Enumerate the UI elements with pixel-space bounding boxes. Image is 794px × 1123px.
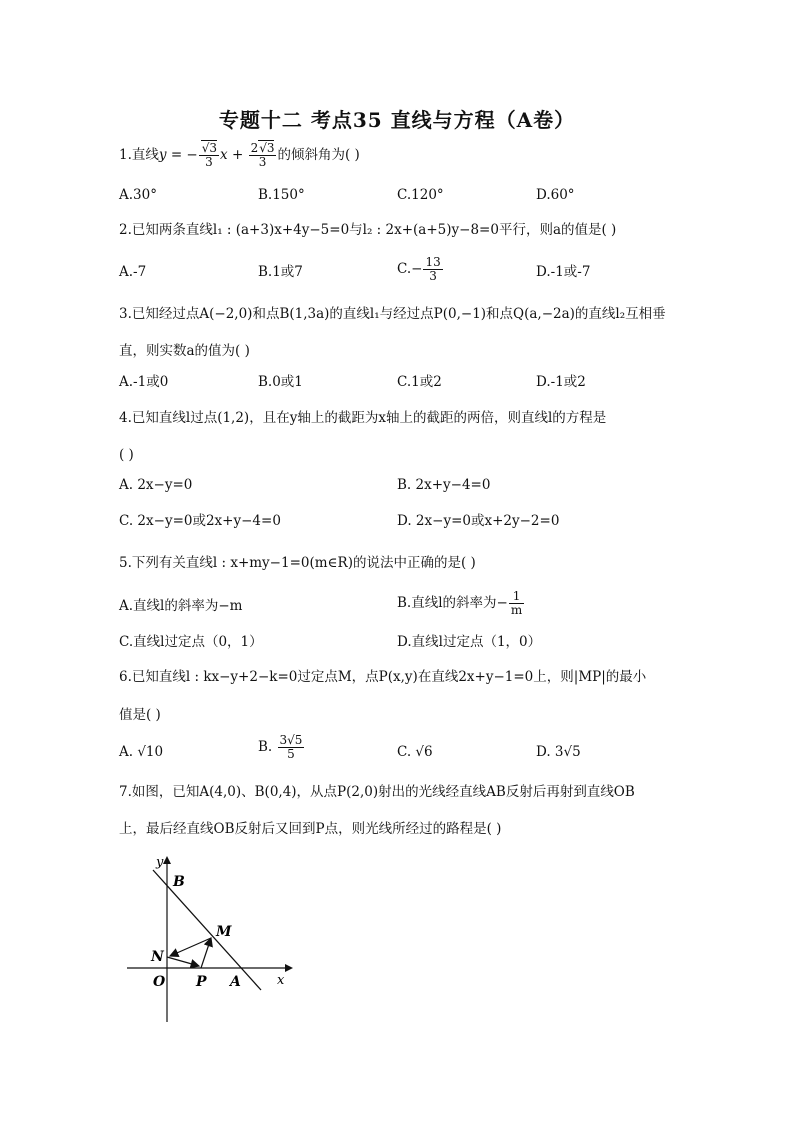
q2-option-b: B.1或7 (258, 264, 303, 280)
label-p: P (196, 974, 207, 990)
q2-option-a: A.-7 (119, 264, 147, 280)
q6-option-d: D. 3√5 (536, 744, 581, 760)
q6-option-c: C. √6 (397, 744, 433, 760)
x-axis-arrow-icon (285, 964, 293, 972)
q3-option-d: D.-1或2 (536, 374, 586, 390)
label-m: M (216, 924, 232, 940)
label-y: y (156, 855, 164, 870)
question-5-stem: 5.下列有关直线l : x+my−1=0(m∈R)的说法中正确的是( ) (119, 555, 476, 571)
q1-option-b: B.150° (258, 187, 305, 203)
label-x: x (277, 973, 285, 988)
label-b: B (173, 874, 185, 890)
question-2-stem: 2.已知两条直线l₁ : (a+3)x+4y−5=0与l₂ : 2x+(a+5)y−8=0平行，则a的值是( ) (119, 222, 617, 238)
q5-option-b: B.直线l的斜率为− $\frac{1}{m}$ (397, 589, 523, 617)
q1-option-d: D.60° (536, 187, 575, 203)
ray-n-to-p (167, 957, 199, 966)
q5-option-c: C.直线l过定点（0，1） (119, 634, 263, 650)
question-6-line-2: 值是( ) (119, 707, 161, 723)
q5-option-a: A.直线l的斜率为−m (119, 598, 243, 614)
q5-option-d: D.直线l过定点（1，0） (397, 634, 542, 650)
ray-m-to-n (170, 938, 211, 956)
q4-option-c: C. 2x−y=0或2x+y−4=0 (119, 513, 281, 529)
q6-option-b: B. $\frac{3√5}{5}$ (258, 733, 303, 761)
question-4-line-1: 4.已知直线l过点(1,2)，且在y轴上的截距为x轴上的截距的两倍，则直线l的方程是 (119, 410, 607, 426)
line-ab (153, 870, 261, 990)
q2-option-c: C.− $\frac{13}{3}$ (397, 255, 441, 283)
q3-option-a: A.-1或0 (119, 374, 169, 390)
question-7-line-2: 上，最后经直线OB反射后又回到P点，则光线所经过的路程是( ) (119, 821, 502, 837)
q6-option-a: A. √10 (119, 744, 164, 760)
question-6-line-1: 6.已知直线l : kx−y+2−k=0过定点M，点P(x,y)在直线2x+y−1=0上，则|MP|的最小 (119, 669, 647, 685)
q4-option-b: B. 2x+y−4=0 (397, 477, 491, 493)
question-4-line-2: ( ) (119, 447, 134, 463)
y-axis-arrow-icon (163, 856, 171, 864)
q1-option-a: A.30° (119, 187, 157, 203)
page-title: 专题十二 考点35 直线与方程（A卷） (218, 108, 576, 132)
q1-option-c: C.120° (397, 187, 444, 203)
reflection-diagram (125, 852, 295, 1024)
label-a: A (230, 974, 241, 990)
question-1-stem: 1.直线y = − $\frac{√3}{3}$ x + $\frac{2√3}{3}$ 的倾斜角为( ) (119, 141, 360, 169)
q4-option-d: D. 2x−y=0或x+2y−2=0 (397, 513, 560, 529)
q3-option-c: C.1或2 (397, 374, 442, 390)
ray-p-to-m (201, 938, 211, 968)
question-3-line-1: 3.已知经过点A(−2,0)和点B(1,3a)的直线l₁与经过点P(0,−1)和点Q(a,−2a)的直线l₂互相垂 (119, 306, 666, 322)
label-n: N (151, 949, 164, 965)
question-7-line-1: 7.如图，已知A(4,0)、B(0,4)，从点P(2,0)射出的光线经直线AB反射后再射到直线OB (119, 784, 635, 800)
question-3-line-2: 直，则实数a的值为( ) (119, 343, 250, 359)
q3-option-b: B.0或1 (258, 374, 303, 390)
q4-option-a: A. 2x−y=0 (119, 477, 193, 493)
label-o: O (153, 974, 166, 990)
q2-option-d: D.-1或-7 (536, 264, 591, 280)
